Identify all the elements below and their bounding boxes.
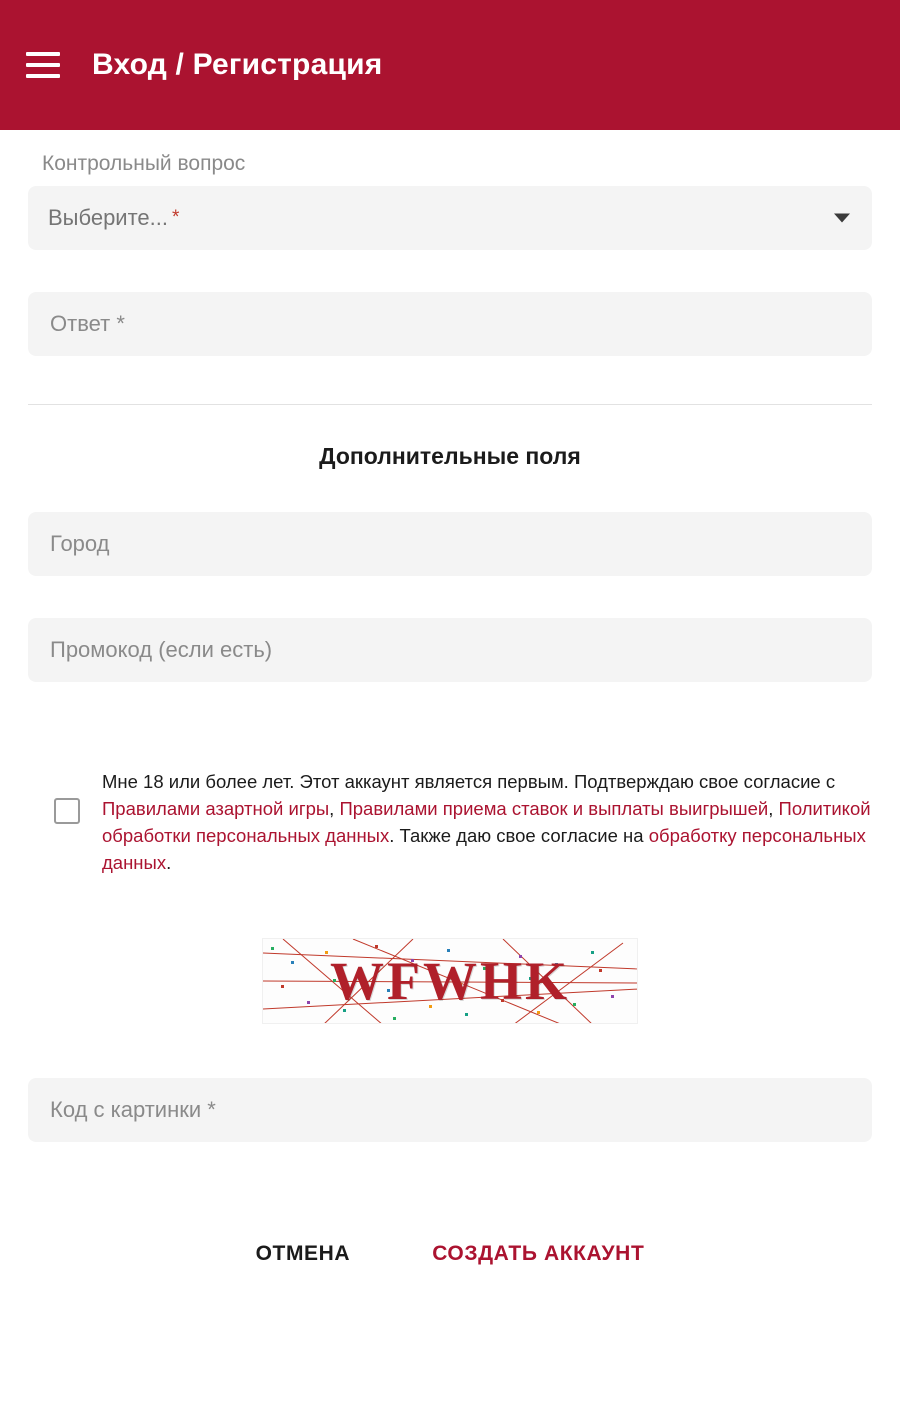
security-answer-input[interactable] bbox=[28, 292, 872, 356]
security-question-section bbox=[0, 130, 900, 405]
security-question-label: Контрольный вопрос bbox=[42, 152, 246, 175]
app-bar bbox=[0, 0, 900, 130]
consent-text-part2: . Также даю свое согласие на bbox=[389, 825, 649, 846]
consent-separator: , bbox=[768, 798, 779, 819]
consent-text-part1: Мне 18 или более лет. Этот аккаунт является первым. Подтверждаю свое согласие с bbox=[102, 771, 836, 792]
hamburger-bar bbox=[26, 74, 60, 78]
consent-text-part3: . bbox=[166, 852, 172, 873]
security-question-select[interactable] bbox=[28, 186, 872, 250]
captcha-input-placeholder: Код с картинки * bbox=[50, 1097, 216, 1122]
personal-data-processing-link[interactable]: обработку персональных данных bbox=[102, 825, 866, 873]
city-placeholder: Город bbox=[50, 531, 110, 556]
extra-fields-section bbox=[0, 512, 900, 1276]
security-answer-placeholder: Ответ * bbox=[50, 311, 125, 336]
cancel-button[interactable]: ОТМЕНА bbox=[242, 1232, 365, 1276]
captcha-wrapper bbox=[28, 938, 872, 1024]
captcha-image[interactable] bbox=[262, 938, 638, 1024]
chevron-down-icon[interactable] bbox=[834, 214, 850, 223]
hamburger-bar bbox=[26, 63, 60, 67]
hamburger-bar bbox=[26, 52, 60, 56]
captcha-input[interactable] bbox=[28, 1078, 872, 1142]
privacy-policy-link[interactable]: Политикой обработки персональных данных bbox=[102, 798, 871, 846]
page-title: Вход / Регистрация bbox=[92, 48, 383, 81]
promocode-placeholder: Промокод (если есть) bbox=[50, 637, 273, 662]
registration-form bbox=[0, 130, 900, 1276]
consent-separator: , bbox=[329, 798, 340, 819]
extra-fields-title: Дополнительные поля bbox=[319, 443, 581, 469]
hamburger-menu-icon[interactable] bbox=[26, 52, 60, 78]
captcha-code-text: WFWHK bbox=[330, 951, 570, 1011]
consent-row bbox=[28, 768, 872, 876]
create-account-button[interactable]: СОЗДАТЬ АККАУНТ bbox=[418, 1232, 658, 1276]
form-actions bbox=[28, 1232, 872, 1276]
required-asterisk: * bbox=[172, 207, 180, 228]
city-input[interactable] bbox=[28, 512, 872, 576]
bets-payouts-rules-link[interactable]: Правилами приема ставок и выплаты выигрышей bbox=[339, 798, 769, 819]
security-question-select-value: Выберите... bbox=[48, 205, 169, 230]
promocode-input[interactable] bbox=[28, 618, 872, 682]
consent-checkbox[interactable] bbox=[54, 798, 80, 824]
consent-text bbox=[102, 768, 872, 876]
gambling-rules-link[interactable]: Правилами азартной игры bbox=[102, 798, 330, 819]
